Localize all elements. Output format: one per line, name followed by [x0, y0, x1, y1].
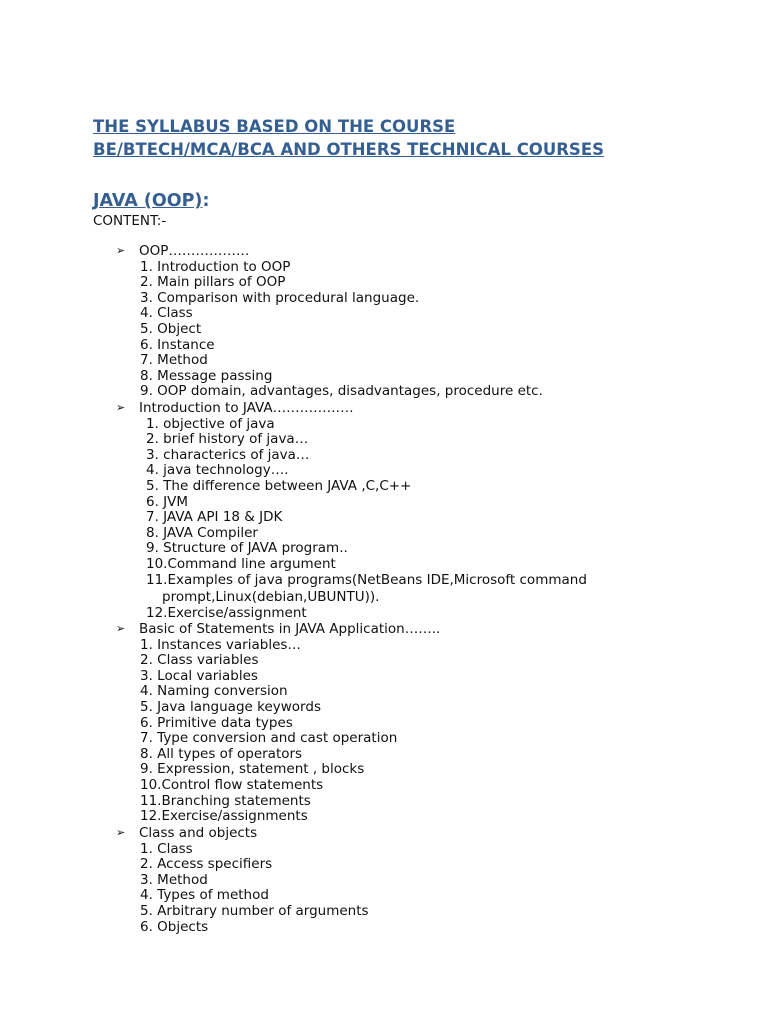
list-item: 7. Method — [140, 352, 208, 368]
list-item: 1. objective of java — [146, 416, 275, 432]
list-item: 3. Local variables — [140, 668, 258, 684]
java-section-title — [93, 190, 209, 212]
list-item: 6. Instance — [140, 337, 215, 353]
list-item: 3. Comparison with procedural language. — [140, 290, 420, 306]
list-item: 9. OOP domain, advantages, disadvantages, procedure etc. — [140, 383, 543, 399]
list-item: 5. Arbitrary number of arguments — [140, 903, 369, 919]
list-item: 1. Instances variables… — [140, 637, 301, 653]
syllabus-heading-line-2: BE/BTECH/MCA/BCA AND OTHERS TECHNICAL COURSES — [93, 140, 604, 159]
list-item: 7. JAVA API 18 & JDK — [146, 509, 283, 525]
list-item: 6. Objects — [140, 919, 209, 935]
list-item: 5. The difference between JAVA ,C,C++ — [146, 478, 412, 494]
section-title: Introduction to JAVA……………… — [139, 400, 354, 416]
list-item: 5. Object — [140, 321, 202, 337]
list-item: 12.Exercise/assignments — [140, 808, 308, 824]
list-item: 9. Expression, statement , blocks — [140, 761, 365, 777]
syllabus-heading-line-1: THE SYLLABUS BASED ON THE COURSE — [93, 117, 456, 136]
list-item: prompt,Linux(debian,UBUNTU)). — [162, 589, 380, 605]
list-item: 1. Class — [140, 841, 193, 857]
list-item: 3. characterics of java… — [146, 447, 310, 463]
section-title: Basic of Statements in JAVA Application…….. — [139, 621, 441, 637]
list-item: 2. brief history of java… — [146, 431, 309, 447]
list-item: 5. Java language keywords — [140, 699, 321, 715]
list-item: 3. Method — [140, 872, 208, 888]
list-item: 4. Types of method — [140, 887, 269, 903]
list-item: 8. JAVA Compiler — [146, 525, 258, 541]
list-item: 6. Primitive data types — [140, 715, 293, 731]
list-item: 8. All types of operators — [140, 746, 303, 762]
bullet-arrow-icon: ➢ — [116, 244, 126, 257]
list-item: 2. Main pillars of OOP — [140, 274, 286, 290]
bullet-arrow-icon: ➢ — [116, 622, 126, 635]
list-item: 2. Access specifiers — [140, 856, 273, 872]
list-item: 1. Introduction to OOP — [140, 259, 291, 275]
list-item: 11.Branching statements — [140, 793, 311, 809]
list-item: 10.Command line argument — [146, 556, 336, 572]
list-item: 4. java technology…. — [146, 462, 289, 478]
list-item: 12.Exercise/assignment — [146, 605, 307, 621]
list-item: 7. Type conversion and cast operation — [140, 730, 398, 746]
java-title-colon: : — [202, 191, 210, 211]
list-item: 6. JVM — [146, 494, 189, 510]
java-title-text: JAVA (OOP) — [93, 191, 203, 211]
content-label: CONTENT:- — [93, 213, 167, 229]
bullet-arrow-icon: ➢ — [116, 401, 126, 414]
list-item: 4. Naming conversion — [140, 683, 288, 699]
list-item: 4. Class — [140, 305, 193, 321]
list-item: 10.Control flow statements — [140, 777, 324, 793]
section-title: Class and objects — [139, 825, 258, 841]
list-item: 8. Message passing — [140, 368, 273, 384]
bullet-arrow-icon: ➢ — [116, 826, 126, 839]
list-item: 2. Class variables — [140, 652, 259, 668]
list-item: 9. Structure of JAVA program.. — [146, 540, 348, 556]
list-item: 11.Examples of java programs(NetBeans IDE,Microsoft command — [146, 572, 587, 588]
section-title: OOP……………… — [139, 243, 250, 259]
